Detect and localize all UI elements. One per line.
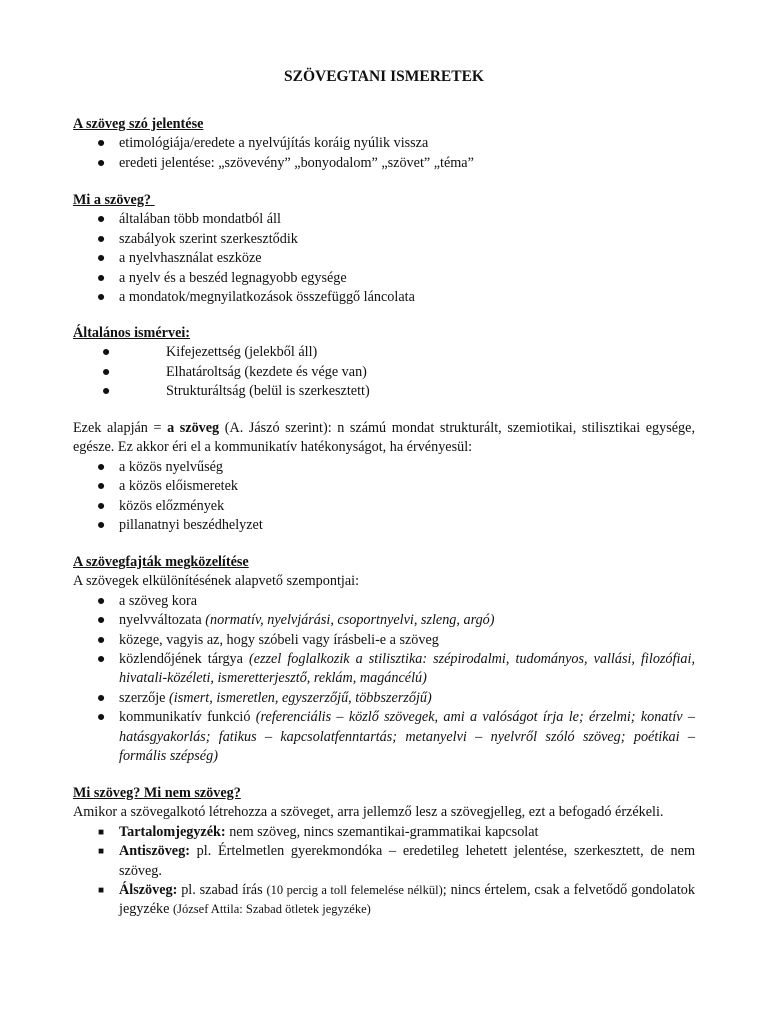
list-item-term: Álszöveg: bbox=[119, 882, 178, 899]
list-item-text: a mondatok/megnyilatkozások összefüggő láncolata bbox=[119, 289, 415, 306]
bullet-list bbox=[73, 458, 695, 536]
bullet-icon: ● bbox=[96, 689, 106, 706]
section-heading bbox=[73, 191, 695, 210]
square-bullet-list bbox=[73, 823, 699, 920]
bullet-icon: ● bbox=[96, 458, 106, 475]
section-heading: A szövegfajták megközelítése bbox=[73, 554, 249, 570]
definition-paragraph bbox=[73, 419, 695, 458]
list-item-text: Elhatároltság (kezdete és vége van) bbox=[166, 363, 367, 380]
list-item-text: közege, vagyis az, hogy szóbeli vagy írásbeli-e a szöveg bbox=[119, 631, 439, 648]
bullet-icon: ● bbox=[96, 612, 106, 629]
list-item bbox=[73, 842, 699, 881]
section-definition bbox=[73, 419, 695, 535]
section-word-meaning bbox=[73, 115, 695, 173]
list-item bbox=[73, 823, 695, 842]
section-heading: Mi szöveg? Mi nem szöveg? bbox=[73, 785, 241, 801]
bullet-icon: ● bbox=[96, 211, 106, 228]
list-item-text: Strukturáltság (belül is szerkesztett) bbox=[166, 383, 370, 400]
bullet-icon: ● bbox=[96, 230, 106, 247]
bullet-list bbox=[73, 210, 695, 307]
bullet-icon: ● bbox=[96, 154, 106, 171]
bullet-icon: ● bbox=[96, 289, 106, 306]
list-item bbox=[73, 477, 695, 496]
list-item-small-text: (József Attila: Szabad ötletek jegyzéke) bbox=[172, 902, 371, 917]
bullet-icon: ● bbox=[101, 383, 111, 400]
list-item-text: pl. Értelmetlen gyerekmondóka – eredetileg lehetett jelentése, szerkesztett, de nem szöveg. bbox=[119, 843, 699, 879]
list-item-text: általában több mondatból áll bbox=[119, 211, 281, 228]
list-item bbox=[73, 288, 695, 307]
list-item bbox=[73, 592, 695, 611]
paragraph-bold-text: a szöveg bbox=[167, 420, 220, 436]
list-item-text: nyelvváltozata bbox=[119, 612, 206, 629]
list-item-italic: (ismert, ismeretlen, egyszerzőjű, többszerzőjű) bbox=[169, 689, 432, 706]
list-item-text: nem szöveg, nincs szemantikai-grammatikai kapcsolat bbox=[225, 823, 539, 840]
list-item-text: a közös nyelvűség bbox=[119, 458, 224, 475]
square-bullet-icon: ■ bbox=[97, 826, 105, 838]
section-heading-text: Mi a szöveg? bbox=[73, 192, 155, 208]
section-intro: A szövegek elkülönítésének alapvető szempontjai: bbox=[73, 573, 360, 590]
list-item-text: a nyelvhasználat eszköze bbox=[119, 250, 262, 267]
bullet-icon: ● bbox=[96, 135, 106, 152]
list-item bbox=[73, 382, 695, 401]
list-item bbox=[73, 154, 695, 173]
section-text-types bbox=[73, 553, 695, 766]
bullet-icon: ● bbox=[96, 592, 106, 609]
list-item-text: a szöveg kora bbox=[119, 592, 197, 609]
list-item-text: eredeti jelentése: „szövevény” „bonyodalom” „szövet” „téma” bbox=[119, 154, 474, 171]
list-item-text: szabályok szerint szerkesztődik bbox=[119, 230, 298, 247]
list-item bbox=[73, 458, 695, 477]
list-item-text: pl. szabad írás bbox=[177, 882, 267, 899]
list-item bbox=[73, 269, 695, 288]
bullet-list bbox=[73, 134, 695, 173]
list-item bbox=[73, 611, 695, 630]
list-item-text: etimológiája/eredete a nyelvújítás koráig nyúlik vissza bbox=[119, 135, 429, 152]
list-item bbox=[73, 650, 695, 689]
list-item bbox=[73, 249, 695, 268]
list-item-italic: (normatív, nyelvjárási, csoportnyelvi, szleng, argó) bbox=[205, 612, 495, 629]
list-item-term: Tartalomjegyzék: bbox=[119, 823, 226, 840]
list-item bbox=[73, 497, 695, 516]
list-item-text: Kifejezettség (jelekből áll) bbox=[166, 344, 318, 361]
list-item bbox=[73, 363, 695, 382]
list-item bbox=[73, 881, 699, 920]
paragraph-text: Ezek alapján = bbox=[73, 420, 168, 436]
list-item bbox=[73, 134, 695, 153]
list-item bbox=[73, 210, 695, 229]
bullet-icon: ● bbox=[96, 497, 106, 514]
bullet-list bbox=[73, 343, 695, 401]
list-item bbox=[73, 230, 695, 249]
bullet-icon: ● bbox=[96, 517, 106, 534]
list-item-italic: (ezzel foglalkozik a stilisztika: szépirodalmi, tudományos, vallási, filozófiai, hivatali-közéleti, ismeretterjesztő, reklám, magáncélú) bbox=[119, 651, 695, 687]
list-item-text: ; nincs értelem, csak a felvetődő gondolatok jegyzéke bbox=[119, 882, 699, 918]
list-item bbox=[73, 516, 695, 535]
list-item-text: kommunikatív funkció bbox=[119, 709, 256, 726]
bullet-icon: ● bbox=[101, 344, 111, 361]
list-item-text: a nyelv és a beszéd legnagyobb egysége bbox=[119, 269, 347, 286]
bullet-list bbox=[73, 592, 695, 767]
list-item-italic: (referenciális – közlő szövegek, ami a valóságot írja le; érzelmi; konatív – hatásgyakorlás; fatikus – kapcsolatfenntartás; metanyelvi – nyelvről szóló szöveg; poétikai – formális szépség) bbox=[119, 709, 695, 765]
list-item-small-text: (10 percig a toll felemelése nélkül) bbox=[266, 883, 443, 898]
list-item-text: közlendőjének tárgya bbox=[119, 651, 249, 668]
bullet-icon: ● bbox=[96, 478, 106, 495]
list-item bbox=[73, 343, 695, 362]
list-item bbox=[73, 708, 695, 766]
square-bullet-icon: ■ bbox=[97, 846, 105, 858]
list-item-text: közös előzmények bbox=[119, 497, 225, 514]
bullet-icon: ● bbox=[96, 269, 106, 286]
bullet-icon: ● bbox=[96, 250, 106, 267]
bullet-icon: ● bbox=[96, 631, 106, 648]
document-title: SZÖVEGTANI ISMERETEK bbox=[284, 68, 484, 85]
paragraph-text: (A. Jászó szerint): n számú mondat strukturált, szemiotikai, stilisztikai egysége, egésze. Ez akkor éri el a kommunikatív hatékonyságot, ha érvényesül: bbox=[73, 420, 695, 456]
list-item-term: Antiszöveg: bbox=[119, 843, 190, 860]
list-item bbox=[73, 689, 695, 708]
list-item bbox=[73, 631, 695, 650]
list-item-text: szerzője bbox=[119, 689, 170, 706]
section-what-is-text bbox=[73, 191, 695, 307]
square-bullet-icon: ■ bbox=[97, 885, 105, 897]
section-general-features bbox=[73, 324, 695, 402]
bullet-icon: ● bbox=[96, 709, 106, 726]
list-item-text: a közös előismeretek bbox=[119, 478, 238, 495]
section-intro: Amikor a szövegalkotó létrehozza a szöveget, arra jellemző lesz a szövegjelleg, ezt a befogadó érzékeli. bbox=[73, 804, 664, 821]
list-item-text: pillanatnyi beszédhelyzet bbox=[119, 517, 263, 534]
bullet-icon: ● bbox=[101, 363, 111, 380]
section-heading: Általános ismérvei: bbox=[73, 325, 191, 341]
bullet-icon: ● bbox=[96, 651, 106, 668]
section-heading: A szöveg szó jelentése bbox=[73, 116, 204, 132]
section-text-or-not bbox=[73, 784, 699, 920]
